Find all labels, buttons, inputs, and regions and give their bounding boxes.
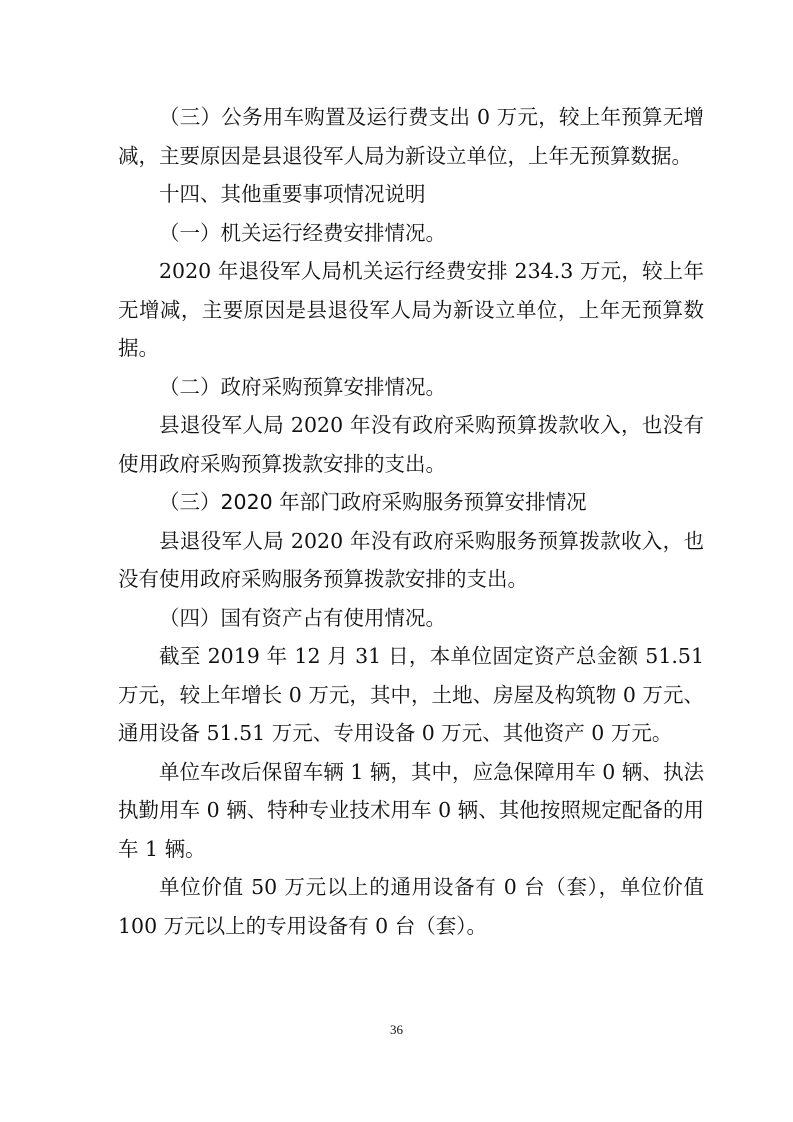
section-heading-other-matters: 十四、其他重要事项情况说明	[159, 182, 426, 206]
subheading-service-procurement: （三）2020 年部门政府采购服务预算安排情况	[159, 490, 587, 514]
paragraph-vehicle-expense: （三）公务用车购置及运行费支出 0 万元，较上年预算无增减，主要原因是县退役军人局为新设立单位，上年无预算数据。	[118, 105, 704, 168]
document-body	[118, 98, 704, 945]
subheading-procurement: （二）政府采购预算安排情况。	[159, 374, 446, 399]
paragraph-service-procurement: 县退役军人局 2020 年没有政府采购服务预算拨款收入，也没有使用政府采购服务预算拨款安排的支出。	[118, 528, 704, 591]
subheading-state-assets: （四）国有资产占有使用情况。	[159, 605, 446, 630]
paragraph-equipment: 单位价值 50 万元以上的通用设备有 0 台（套），单位价值 100 万元以上的专用设备有 0 台（套）。	[118, 875, 704, 938]
paragraph-operating-funds: 2020 年退役军人局机关运行经费安排 234.3 万元，较上年无增减，主要原因是县退役军人局为新设立单位，上年无预算数据。	[118, 259, 704, 360]
page-number: 36	[390, 1022, 403, 1037]
subheading-operating-funds: （一）机关运行经费安排情况。	[159, 220, 446, 245]
paragraph-procurement: 县退役军人局 2020 年没有政府采购预算拨款收入，也没有使用政府采购预算拨款安排的支出。	[118, 413, 704, 476]
paragraph-vehicles: 单位车改后保留车辆 1 辆，其中，应急保障用车 0 辆、执法执勤用车 0 辆、特种专业技术用车 0 辆、其他按照规定配备的用车 1 辆。	[118, 759, 704, 861]
paragraph-fixed-assets: 截至 2019 年 12 月 31 日，本单位固定资产总金额 51.51 万元，较上年增长 0 万元，其中，土地、房屋及构筑物 0 万元、通用设备 51.51 万元、专用设备 0 万元、其他资产 0 万元。	[118, 644, 704, 745]
